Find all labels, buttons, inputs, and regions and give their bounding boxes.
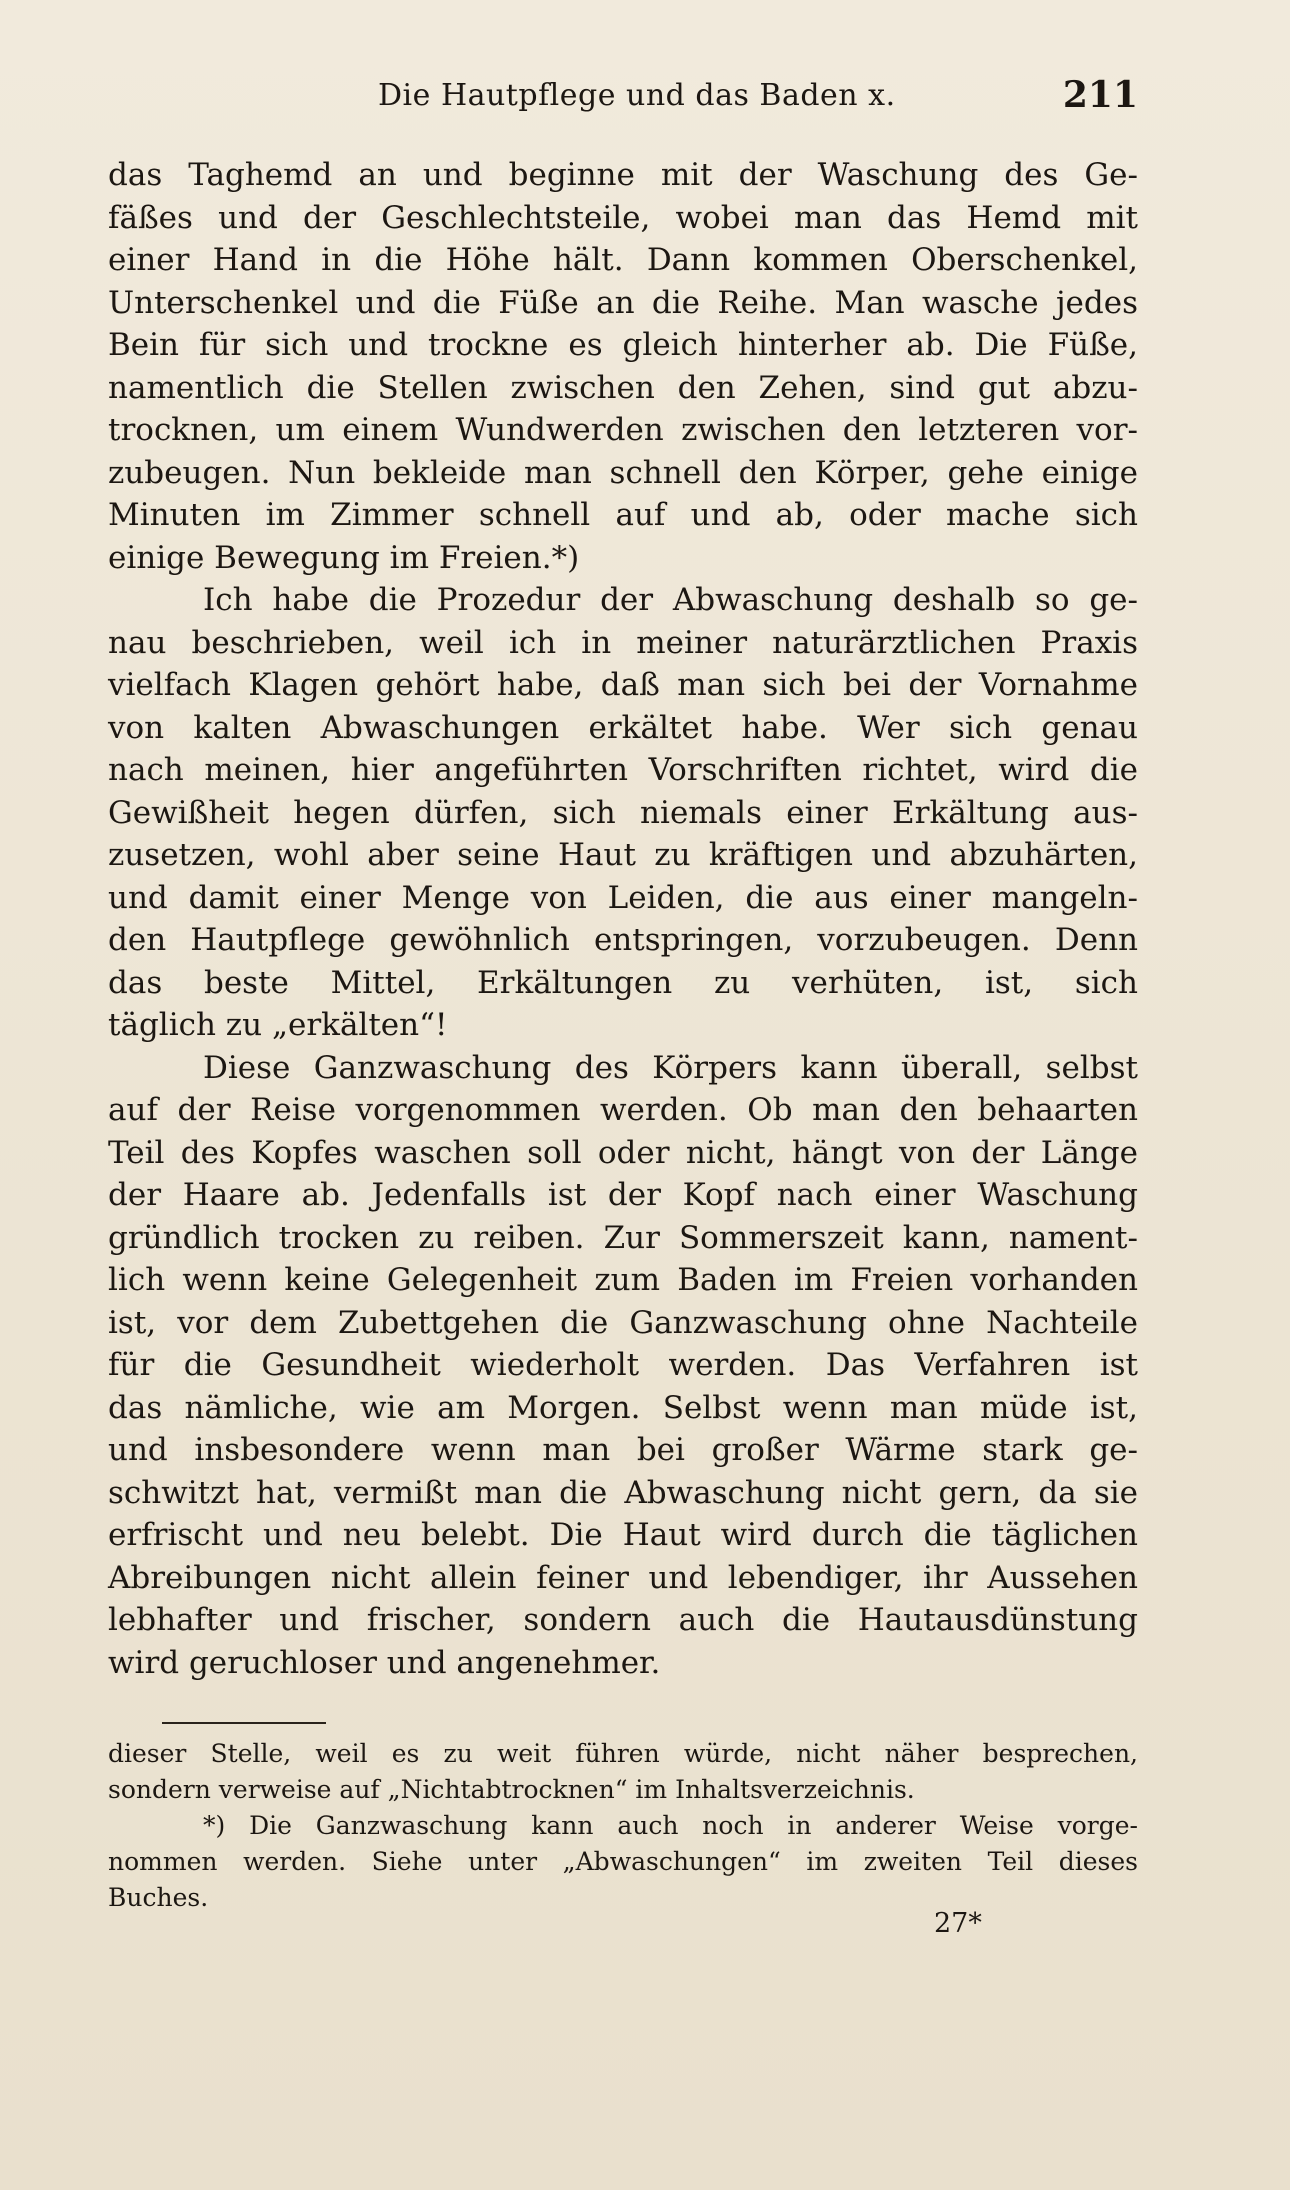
text-line: lebhafter und frischer, sondern auch die Hautausdünstung (108, 1602, 1138, 1638)
text-line: und damit einer Menge von Leiden, die aus einer mangeln- (108, 879, 1138, 916)
text-line: gründlich trocken zu reiben. Zur Sommerszeit kann, nament- (108, 1219, 1138, 1256)
text-line: der Haare ab. Jedenfalls ist der Kopf nach einer Waschung (108, 1177, 1138, 1213)
text-line: von kalten Abwaschungen erkältet habe. Wer sich genau (108, 709, 1138, 746)
text-line: einer Hand in die Höhe hält. Dann kommen Oberschenkel, (108, 242, 1138, 278)
text-line: nach meinen, hier angeführten Vorschriften richtet, wird die (108, 752, 1138, 788)
footnote-line: dieser Stelle, weil es zu weit führen würde, nicht näher besprechen, (108, 1739, 1138, 1768)
body-text (108, 154, 1138, 1684)
text-line: Unterschenkel und die Füße an die Reihe. Man wasche jedes (108, 284, 1138, 321)
text-line: für die Gesundheit wiederholt werden. Das Verfahren ist (108, 1347, 1138, 1383)
text-line: das Taghemd an und beginne mit der Waschung des Ge- (108, 157, 1138, 193)
text-line: den Hautpflege gewöhnlich entspringen, vorzubeugen. Denn (108, 922, 1138, 958)
text-line: trocknen, um einem Wundwerden zwischen den letzteren vor- (108, 412, 1138, 448)
text-line: Abreibungen nicht allein feiner und lebendiger, ihr Aussehen (108, 1559, 1138, 1596)
text-line: lich wenn keine Gelegenheit zum Baden im Freien vorhanden (108, 1262, 1138, 1298)
text-line: namentlich die Stellen zwischen den Zehen, sind gut abzu- (108, 369, 1138, 406)
footnotes (108, 1736, 1138, 1916)
text-line: Minuten im Zimmer schnell auf und ab, oder mache sich (108, 497, 1138, 533)
running-head: Die Hautpflege und das Baden x. (378, 78, 896, 113)
text-line: das beste Mittel, Erkältungen zu verhüten, ist, sich (108, 964, 1138, 1001)
text-line: zusetzen, wohl aber seine Haut zu kräftigen und abzuhärten, (108, 837, 1138, 873)
text-line: Bein für sich und trockne es gleich hinterher ab. Die Füße, (108, 327, 1138, 363)
footnote-rule (162, 1722, 326, 1724)
text-line: Teil des Kopfes waschen soll oder nicht, hängt von der Länge (108, 1134, 1138, 1171)
text-line: wird geruchloser und angenehmer. (108, 1644, 661, 1681)
text-line: erfrischt und neu belebt. Die Haut wird durch die täglichen (108, 1517, 1138, 1553)
text-line: nau beschrieben, weil ich in meiner naturärztlichen Praxis (108, 624, 1138, 661)
text-line: ist, vor dem Zubettgehen die Ganzwaschung ohne Nachteile (108, 1304, 1138, 1341)
page-header (108, 74, 1138, 128)
footnote-line: sondern verweise auf „Nichtabtrocknen“ im Inhaltsverzeichnis. (108, 1775, 915, 1804)
text-line: das nämliche, wie am Morgen. Selbst wenn man müde ist, (108, 1389, 1138, 1426)
text-line: einige Bewegung im Freien.*) (108, 539, 580, 576)
text-line: Diese Ganzwaschung des Körpers kann überall, selbst (203, 1049, 1138, 1086)
printer-signature: 27* (934, 1908, 982, 1939)
text-line: auf der Reise vorgenommen werden. Ob man den behaarten (108, 1092, 1138, 1128)
footnote-line: nommen werden. Siehe unter „Abwaschungen“ im zweiten Teil dieses (108, 1847, 1138, 1876)
footnote-line: Buches. (108, 1883, 209, 1912)
text-line: schwitzt hat, vermißt man die Abwaschung nicht gern, da sie (108, 1474, 1138, 1511)
text-line: zubeugen. Nun bekleide man schnell den Körper, gehe einige (108, 454, 1138, 491)
page-number: 211 (1062, 74, 1138, 116)
text-line: fäßes und der Geschlechtsteile, wobei man das Hemd mit (108, 199, 1138, 236)
footnote-line: *) Die Ganzwaschung kann auch noch in anderer Weise vorge- (203, 1811, 1138, 1840)
text-line: Ich habe die Prozedur der Abwaschung deshalb so ge- (203, 582, 1138, 618)
text-line: täglich zu „erkälten“! (108, 1007, 448, 1043)
text-line: und insbesondere wenn man bei großer Wärme stark ge- (108, 1432, 1138, 1468)
text-line: Gewißheit hegen dürfen, sich niemals einer Erkältung aus- (108, 794, 1138, 831)
text-line: vielfach Klagen gehört habe, daß man sich bei der Vornahme (108, 667, 1138, 703)
